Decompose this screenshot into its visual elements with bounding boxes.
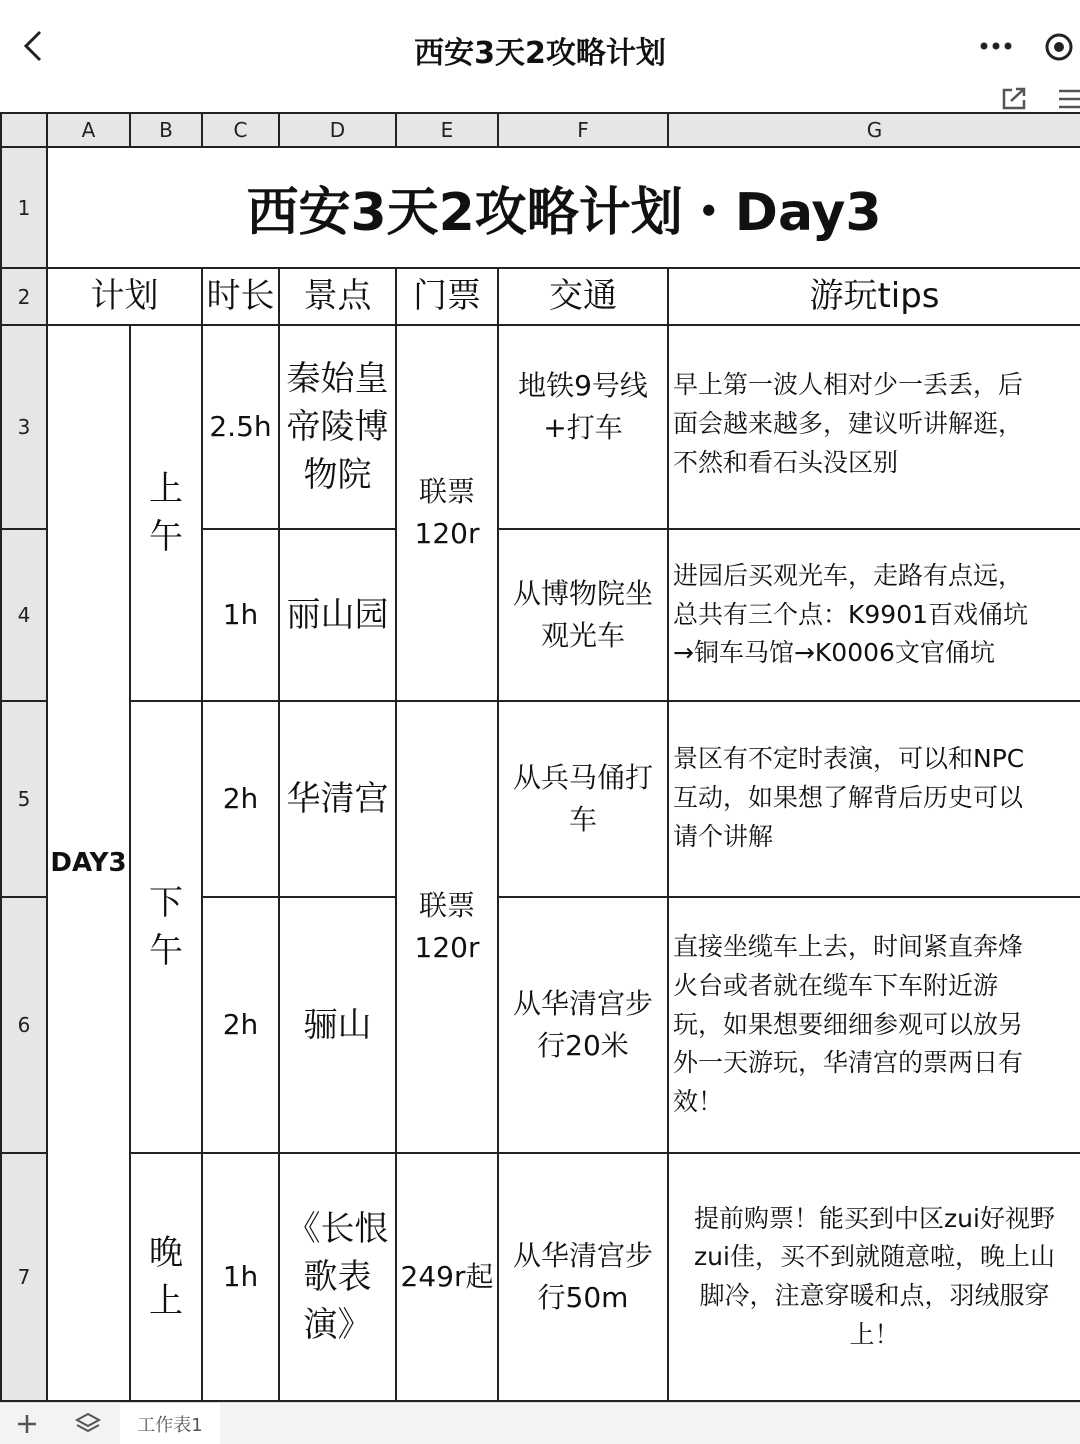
tip-line: 面会越来越多，建议听讲解逛， [673, 408, 1024, 438]
period-afternoon-label: 下午 [149, 882, 183, 971]
period-evening-label: 晚上 [149, 1232, 183, 1321]
header-plan[interactable]: 计划 [48, 269, 203, 326]
spreadsheet-grid [0, 112, 1080, 1402]
day-cell[interactable]: DAY3 [48, 326, 131, 1402]
column-header-c[interactable]: C [203, 112, 280, 148]
period-morning[interactable] [131, 326, 203, 702]
duration-cell[interactable]: 1h [203, 1154, 280, 1402]
tip-line: 外一天游玩，华清宫的票两日有 [673, 1048, 1024, 1078]
ticket-combo-1[interactable]: 联票 120r [397, 326, 499, 702]
tips-cell[interactable] [669, 530, 1080, 702]
sheet-tab-1[interactable]: 工作表1 [120, 1403, 220, 1444]
layers-icon[interactable] [74, 1411, 102, 1437]
tip-line: 早上第一波人相对少一丢丢，后 [673, 370, 1024, 399]
add-sheet-icon[interactable] [16, 1413, 38, 1435]
tips-cell[interactable] [669, 898, 1080, 1154]
transport-cell[interactable]: 地铁9号线 +打车 [499, 326, 669, 530]
tip-line: 玩，如果想要细细参观可以放另 [673, 1009, 1024, 1039]
tip-line: 火台或者就在缆车下车附近游 [673, 970, 999, 1000]
period-evening[interactable] [131, 1154, 203, 1402]
period-morning-label: 上午 [149, 468, 183, 557]
share-icon[interactable] [1000, 86, 1028, 110]
tip-line: 请个讲解 [673, 821, 774, 851]
tips-cell[interactable] [669, 1154, 1080, 1402]
row-header-6[interactable]: 6 [0, 898, 48, 1154]
duration-cell[interactable]: 2h [203, 702, 280, 898]
column-header-d[interactable]: D [280, 112, 397, 148]
tip-line: 上！ [849, 1319, 900, 1349]
spot-cell[interactable]: 丽山园 [280, 530, 397, 702]
duration-cell[interactable]: 1h [203, 530, 280, 702]
row-header-1[interactable]: 1 [0, 148, 48, 269]
tip-line: 效！ [673, 1087, 724, 1117]
duration-cell[interactable]: 2.5h [203, 326, 280, 530]
tip-line: →铜车马馆→K0006文官俑坑 [673, 638, 995, 668]
ticket-combo-2[interactable]: 联票 120r [397, 702, 499, 1154]
select-all-corner[interactable] [0, 112, 48, 148]
spot-cell[interactable]: 骊山 [280, 898, 397, 1154]
header-transport[interactable]: 交通 [499, 269, 669, 326]
spot-cell[interactable]: 《长恨 歌表 演》 [280, 1154, 397, 1402]
column-header-b[interactable]: B [131, 112, 203, 148]
transport-cell[interactable]: 从华清宫步 行50m [499, 1154, 669, 1402]
sheet-tab-bar [0, 1402, 1080, 1444]
row-header-5[interactable]: 5 [0, 702, 48, 898]
duration-cell[interactable]: 2h [203, 898, 280, 1154]
column-header-g[interactable]: G [669, 112, 1080, 148]
tip-line: 互动，如果想了解背后历史可以 [673, 782, 1024, 812]
ticket-show[interactable]: 249r起 [397, 1154, 499, 1402]
transport-cell[interactable]: 从华清宫步 行20米 [499, 898, 669, 1154]
menu-icon[interactable] [1055, 86, 1080, 110]
row-header-3[interactable]: 3 [0, 326, 48, 530]
transport-cell[interactable]: 从博物院坐 观光车 [499, 530, 669, 702]
column-header-f[interactable]: F [499, 112, 669, 148]
tips-cell[interactable] [669, 702, 1080, 898]
row-header-2[interactable]: 2 [0, 269, 48, 326]
tip-line: 提前购票！能买到中区zui好视野 [694, 1203, 1055, 1233]
column-header-a[interactable]: A [48, 112, 131, 148]
row-header-4[interactable]: 4 [0, 530, 48, 702]
header-spot[interactable]: 景点 [280, 269, 397, 326]
header-tips[interactable]: 游玩tips [669, 269, 1080, 326]
spot-cell[interactable]: 华清宫 [280, 702, 397, 898]
top-bar [0, 0, 1080, 112]
spot-cell[interactable]: 秦始皇 帝陵博 物院 [280, 326, 397, 530]
tip-line: 景区有不定时表演，可以和NPC [673, 744, 1025, 773]
header-ticket[interactable]: 门票 [397, 269, 499, 326]
transport-cell[interactable]: 从兵马俑打 车 [499, 702, 669, 898]
row-header-7[interactable]: 7 [0, 1154, 48, 1402]
tip-line: 不然和看石头没区别 [673, 447, 899, 477]
page-title: 西安3天2攻略计划 [414, 36, 666, 71]
column-header-e[interactable]: E [397, 112, 499, 148]
header-duration[interactable]: 时长 [203, 269, 280, 326]
period-afternoon[interactable] [131, 702, 203, 1154]
tip-line: 进园后买观光车，走路有点远， [673, 560, 1024, 590]
close-target-icon[interactable] [1043, 31, 1075, 63]
more-icon[interactable] [978, 34, 1014, 58]
tips-cell[interactable] [669, 326, 1080, 530]
sheet-title-cell[interactable]: 西安3天2攻略计划・Day3 [48, 148, 1080, 269]
tip-line: 脚冷，注意穿暖和点，羽绒服穿 [699, 1281, 1050, 1310]
tip-line: zui佳，买不到就随意啦，晚上山 [694, 1242, 1055, 1272]
tip-line: 直接坐缆车上去，时间紧直奔烽 [673, 932, 1024, 962]
tip-line: 总共有三个点：K9901百戏俑坑 [673, 599, 1029, 629]
